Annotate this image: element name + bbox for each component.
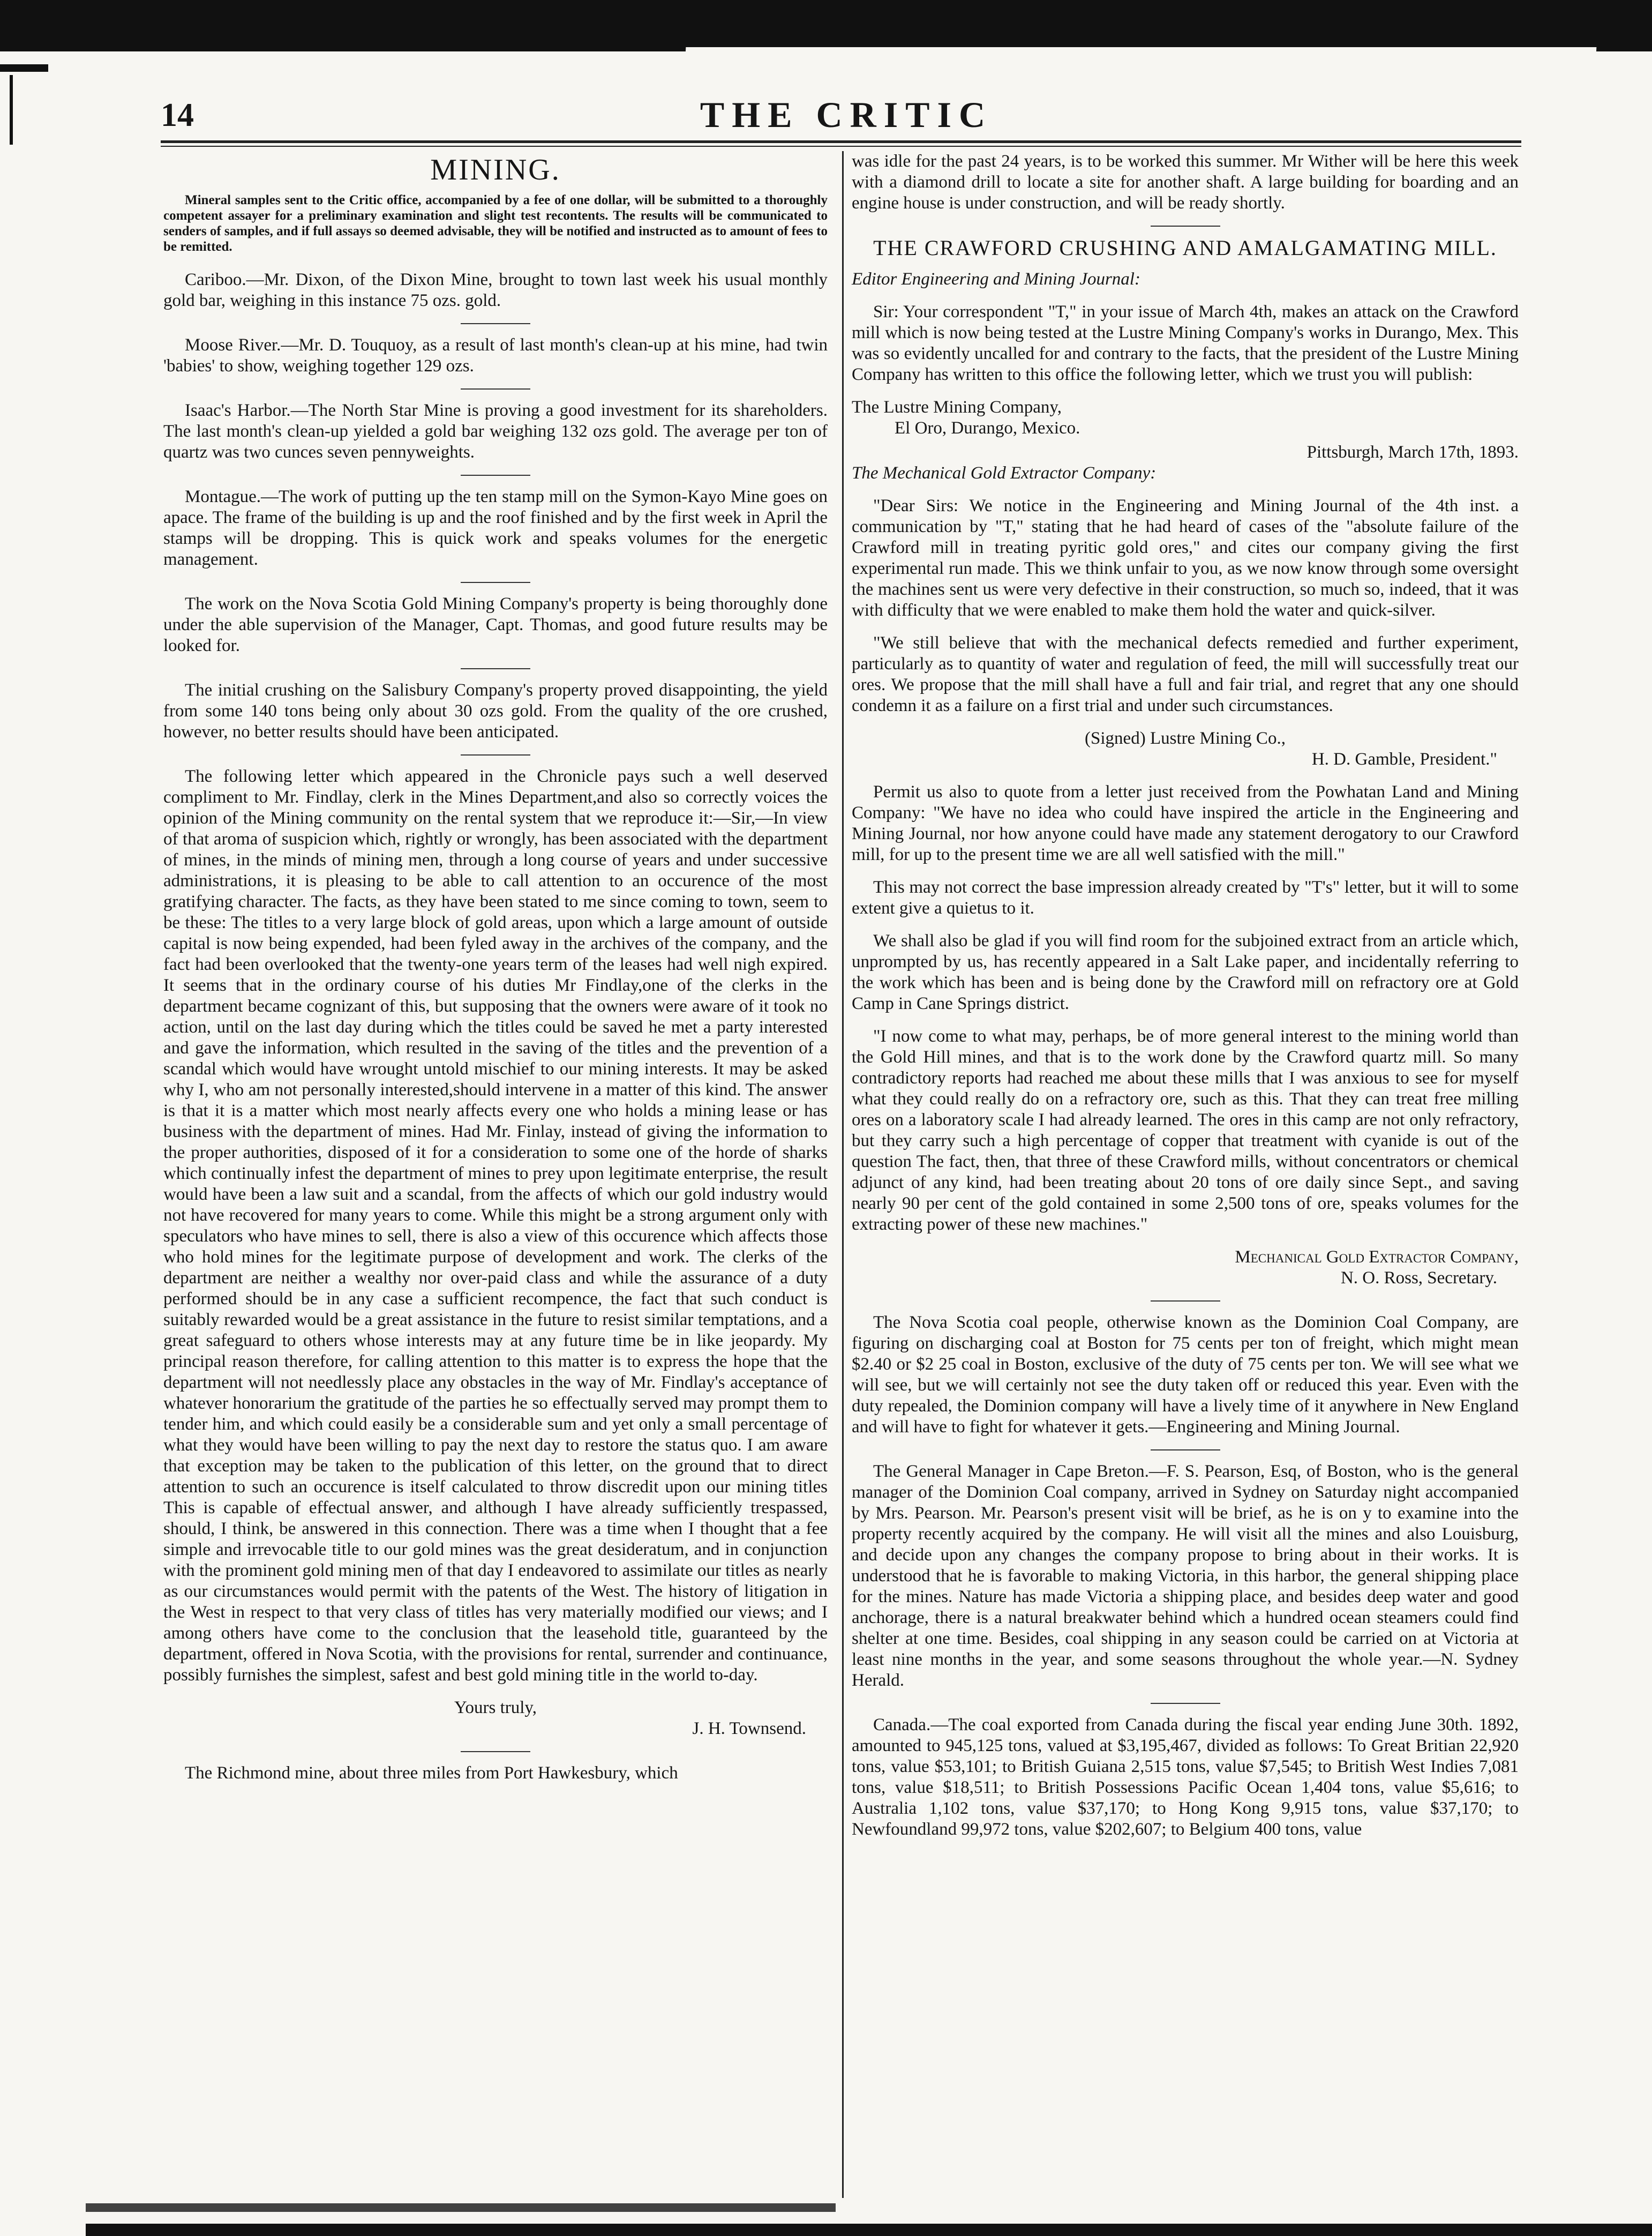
separator bbox=[1151, 1449, 1220, 1450]
signature-mechanical-gold: Mechanical Gold Extractor Company, bbox=[1235, 1247, 1519, 1267]
separator bbox=[1151, 1703, 1220, 1704]
letter-intro: Sir: Your correspondent "T," in your issue of March 4th, makes an attack on the Crawford mill which is now being tested at the Lustre Mining Company's works in Durango, Mex. This was so evidently uncalled for and contrary to the facts, that the president of the Lustre Mining Company has written to this office the following letter, which we trust you will publish: bbox=[852, 302, 1519, 384]
item-canada-coal: Canada.—The coal exported from Canada during the fiscal year ending June 30th. 1892, amounted to 945,125 tons, valued at $3,195,467, divided as follows: To Great Britian 22,920 tons, value $53,101; to British Guiana 2,515 tons, value $7,545; to British West Indies 7,081 tons, value $18,511; to British Possessions Pacific Ocean 1,404 tons, value $5,616; to Australia 1,102 tons, value $37,170; to Hong Kong 9,915 tons, value $37,170; to Newfoundland 99,972 tons, value $202,607; to Belgium 400 tons, value bbox=[852, 1715, 1519, 1839]
masthead-title: THE CRITIC bbox=[700, 94, 993, 135]
letter-date: Pittsburgh, March 17th, 1893. bbox=[1306, 443, 1519, 462]
assay-notice: Mineral samples sent to the Critic office, accompanied by a fee of one dollar, will be submitted to a thoroughly competent assayer for a preliminary examination and slight test recontents. The results will be communicated to senders of samples, and if full assays so deemed advisable, they will be notified and instructed as to amount of fees to be remitted. bbox=[163, 193, 828, 254]
company-address-1: The Lustre Mining Company, bbox=[852, 398, 1062, 417]
scan-top-border bbox=[0, 0, 1652, 51]
left-column bbox=[163, 151, 828, 1784]
scan-top-border-edge bbox=[686, 47, 1597, 55]
item-salt-lake-extract: "I now come to what may, perhaps, be of more general interest to the mining world than the Gold Hill mines, and that is to the work done by the Crawford quartz mill. So many contradictory reports had reached me about these mills that I was anxious to see for myself what they could really do on a refractory ore, such as this. That they can treat free milling ores on a laboratory scale I had already learned. The ores in this camp are not only refractory, but they carry such a high percentage of copper that treatment with cyanide is out of the question The fact, then, that three of these Crawford mills, without concentrators or chemical adjunct of any kind, had been treating about 20 tons of ore daily since Sept., and saving nearly 90 per cent of the gold contained in some 2,500 tons of ore, speaks volumes for the extracting power of these new machines." bbox=[852, 1027, 1519, 1234]
header-rule-thin bbox=[161, 146, 1521, 147]
scan-margin-mark bbox=[0, 64, 48, 72]
separator bbox=[1151, 226, 1220, 227]
letter-body-2: "We still believe that with the mechanical defects remedied and further experiment, particularly as to quantity of water and regulation of feed, the mill will successfully treat our ores. We propose that the mill shall have a full and fair trial, and regret that any one should condemn it as a failure on a first trial and under such circumstances. bbox=[852, 633, 1519, 715]
separator bbox=[461, 475, 530, 476]
item-salt-lake-intro: We shall also be glad if you will find room for the subjoined extract from an article which, unprompted by us, has recently appeared in a Salt Lake paper, and incidentally referring to the work which has been and is being done by the Crawford mill on refractory ore at Gold Camp in Cane Springs district. bbox=[852, 931, 1519, 1013]
right-column bbox=[852, 151, 1519, 1852]
item-montague: Montague.—The work of putting up the ten stamp mill on the Symon-Kayo Mine goes on apace. The frame of the building is up and the roof finished and by the first week in April the stamps will be dropping. This is quick work and speaks volumes for the energetic management. bbox=[163, 487, 828, 569]
item-moose-river: Moose River.—Mr. D. Touquoy, as a result of last month's clean-up at his mine, had twin 'babies' to show, weighing together 129 ozs. bbox=[163, 335, 828, 376]
company-address-2: El Oro, Durango, Mexico. bbox=[895, 418, 1080, 438]
heading-crawford-mill: THE CRAWFORD CRUSHING AND AMALGAMATING MILL. bbox=[873, 236, 1497, 260]
letter-closing: Yours truly, bbox=[454, 1698, 537, 1717]
item-powhatan-quote: Permit us also to quote from a letter just received from the Powhatan Land and Mining Company: "We have no idea who could have inspired the article in the Engineering and Mining Journal, nor how anyone could have made any statement derogatory to our Crawford mill, for up to the present time we are all well satisfied with the mill." bbox=[852, 782, 1519, 864]
letter-addressee: The Mechanical Gold Extractor Company: bbox=[852, 463, 1157, 483]
separator bbox=[461, 582, 530, 583]
separator bbox=[461, 668, 530, 669]
letter-body-1: "Dear Sirs: We notice in the Engineering and Mining Journal of the 4th inst. a communication by "T," stating that he had heard of cases of the "absolute failure of the Crawford mill in treating pyritic gold ores," and cites our company giving the first experimental run made. This we think unfair to you, as we now know through some oversight the machines sent us were very defective in their construction, so much so, indeed, that it was with difficulty that we were enabled to make them hold the water and quick-silver. bbox=[852, 496, 1519, 620]
signature-ross: N. O. Ross, Secretary. bbox=[1340, 1268, 1497, 1288]
scan-bottom-edge bbox=[86, 2203, 836, 2212]
item-salisbury: The initial crushing on the Salisbury Company's property proved disappointing, the yield from some 140 tons being only about 30 ozs gold. From the quality of the ore crushed, however, no better results should have been anticipated. bbox=[163, 680, 828, 742]
scan-bottom-border bbox=[86, 2224, 1652, 2236]
editor-address: Editor Engineering and Mining Journal: bbox=[852, 270, 1140, 289]
item-isaacs-harbor: Isaac's Harbor.—The North Star Mine is proving a good investment for its shareholders. The last month's clean-up yielded a gold bar weighing 132 ozs gold. The average per ton of quartz was two cunces seven pennyweights. bbox=[163, 401, 828, 462]
item-quietus: This may not correct the base impression already created by "T's" letter, but it will to some extent give a quietus to it. bbox=[852, 878, 1519, 918]
page-number: 14 bbox=[161, 97, 194, 133]
signature-gamble: H. D. Gamble, President." bbox=[1311, 750, 1497, 769]
item-richmond-continued: was idle for the past 24 years, is to be worked this summer. Mr Wither will be here this week with a diamond drill to locate a site for another shaft. A large building for boarding and an engine house is under construction, and will be ready shortly. bbox=[852, 152, 1519, 213]
separator bbox=[461, 754, 530, 756]
item-nova-scotia-gold: The work on the Nova Scotia Gold Mining Company's property is being thoroughly done under the able supervision of the Manager, Capt. Thomas, and good future results may be looked for. bbox=[163, 594, 828, 655]
column-divider bbox=[842, 151, 844, 2198]
header-rule bbox=[161, 140, 1521, 143]
separator bbox=[461, 323, 530, 324]
signature-lustre: (Signed) Lustre Mining Co., bbox=[1085, 729, 1286, 748]
separator bbox=[1151, 1300, 1220, 1302]
item-richmond-mine: The Richmond mine, about three miles from Port Hawkesbury, which bbox=[185, 1763, 678, 1783]
letter-signature: J. H. Townsend. bbox=[692, 1719, 806, 1738]
item-dominion-coal: The Nova Scotia coal people, otherwise known as the Dominion Coal Company, are figuring on discharging coal at Boston for 75 cents per ton of freight, which might mean $2.40 or $2 25 coal in Boston, exclusive of the duty of 75 cents per ton. We will see what we will see, but we will certainly not see the duty taken off or reduced this year. Even with the duty repealed, the Dominion company will have a lively time of it anywhere in New England and will have to fight for whatever it gets.—Engineering and Mining Journal. bbox=[852, 1313, 1519, 1437]
section-title-mining: MINING. bbox=[430, 153, 561, 186]
item-general-manager: The General Manager in Cape Breton.—F. S. Pearson, Esq, of Boston, who is the general manager of the Dominion Coal company, arrived in Sydney on Saturday night accompanied by Mrs. Pearson. Mr. Pearson's present visit will be brief, as he is on y to examine into the property recently acquired by the company. He will visit all the mines and also Louisburg, and decide upon any changes the company propose to bring about in their works. It is understood that he is favorable to making Victoria, in this harbor, the general shipping place for the mines. Nature has made Victoria a shipping place, and besides deep water and good anchorage, there is a natural breakwater behind which a hundred ocean steamers could find shelter at one time. Besides, coal shipping in any season could be carried on at Victoria at least nine months in the year, and some seasons throughout the whole year.—N. Sydney Herald. bbox=[852, 1462, 1519, 1690]
separator bbox=[461, 1751, 530, 1752]
scan-margin-mark bbox=[10, 75, 13, 145]
item-cariboo: Cariboo.—Mr. Dixon, of the Dixon Mine, brought to town last week his usual monthly gold bar, weighing in this instance 75 ozs. gold. bbox=[163, 270, 828, 310]
separator bbox=[461, 388, 530, 390]
item-findlay-letter: The following letter which appeared in the Chronicle pays such a well deserved compliment to Mr. Findlay, clerk in the Mines Department,and also so correctly voices the opinion of the Mining community on the rental system that we reproduce it:—Sir,—In view of that aroma of suspicion which, rightly or wrongly, has been associated with the department of mines, in the minds of mining men, through a long course of years and under successive administrations, it is pleasing to be able to call attention to an occurence of the most gratifying character. The facts, as they have been stated to me since coming to town, seem to be these: The titles to a very large block of gold areas, upon which a large amount of outside capital is now being expended, had been fyled away in the archives of the company, and the fact had been overlooked that the twenty-one years term of the leases had well nigh expired. It seems that in the ordinary course of his duties Mr Findlay,one of the clerks in the department became cognizant of this, but supposing that the owners were aware of it took no action, until on the last day during which the titles could be saved he met a party interested and gave the information, which resulted in the saving of the titles and the prevention of a scandal which would have wrought untold mischief to our mining interests. It may be asked why I, who am not personally interested,should intervene in a matter of this kind. The answer is that it is a matter which most nearly affects every one who holds a mining lease or has business with the department of mines. Had Mr. Finlay, instead of giving the information to the proper authorities, disposed of it for a consideration to some one of the horde of sharks which continually infest the department of mines to prey upon legitimate enterprise, the result would have been a law suit and a scandal, from the affects of which our gold industry would not have recovered for many years to come. While this might be a strong argument only with speculators who have mines to sell, there is also a view of this occurence which affects those who hold mines for the legitimate purpose of development and work. The clerks of the department are neither a wealthy nor over-paid class and while the assurance of a duty performed should be in any case a sufficient recompence, the fact that such conduct is suitably rewarded would be a great assistance in the future to resist similar temptations, and a great safeguard to others whose interests may at any future time be in like jeopardy. My principal reason therefore, for calling attention to this matter is to express the hope that the department will not needlessly place any obstacles in the way of Mr. Findlay's acceptance of whatever honorarium the gratitude of the parties he so effectually served may prompt them to tender him, and which could easily be a considerable sum and yet only a small percentage of what they would have been willing to pay the next day to restore the status quo. I am aware that exception may be taken to the publication of this letter, on the ground that to direct attention to such an occurence is itself calculated to throw discredit upon our mining titles This is capable of effectual answer, and although I have already sufficiently trespassed, should, I think, be answered in this connection. There was a time when I thought that a fee simple and irrevocable title to our gold mines was the great desideratum, and in conjunction with the prominent gold mining men of that day I endeavored to assimilate our titles as nearly as our circumstances would permit with the patents of the West. The history of litigation in the West in respect to that very class of titles has very materially modified our views; and I among others have come to the conclusion that the leasehold title, guaranteed by the department, offered in Nova Scotia, with the provisions for rental, surrender and continuance, possibly furnishes the simplest, safest and best gold mining title in the world to-day. bbox=[163, 767, 828, 1685]
